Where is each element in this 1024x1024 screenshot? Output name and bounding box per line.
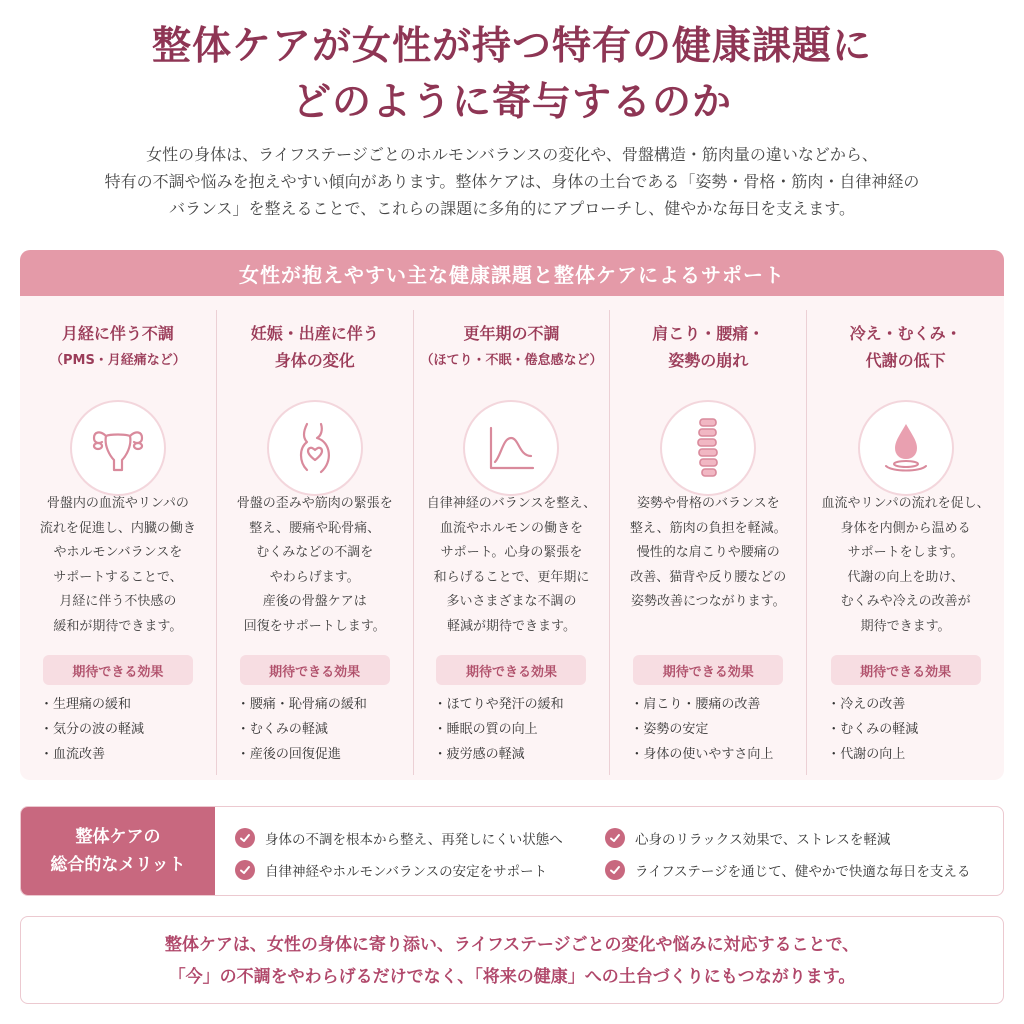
- column-title: [610, 320, 806, 374]
- column-title: [807, 320, 1004, 374]
- column-title-sub: （PMS・月経痛など）: [49, 353, 186, 368]
- merit-label: [21, 807, 215, 895]
- effect-badge: 期待できる効果: [831, 655, 981, 685]
- column-title-sub: 姿勢の崩れ: [668, 351, 749, 370]
- desc-line: 血流やホルモンの働きを: [439, 520, 583, 536]
- issue-column-posture: [610, 310, 807, 775]
- merit-item-text: 自律神経やホルモンバランスの安定をサポート: [265, 864, 548, 880]
- merit-label-line-2: 総合的なメリット: [50, 855, 186, 875]
- title-line-2: どのように寄与するのか: [291, 79, 732, 125]
- column-title-sub: 身体の変化: [274, 351, 355, 370]
- effect-item: ・ 気分の波の軽減: [40, 717, 210, 742]
- effect-item: ・ 睡眠の質の向上: [434, 717, 604, 742]
- column-title: [414, 320, 610, 374]
- column-title: [217, 320, 413, 374]
- effect-item: ・ むくみの軽減: [237, 717, 407, 742]
- desc-line: 姿勢改善につながります。: [630, 594, 786, 609]
- effect-list: [630, 692, 800, 767]
- intro-line-3: バランス」を整えることで、これらの課題に多角的にアプローチし、健やかな毎日を支えます。: [169, 199, 855, 218]
- desc-line: 整え、筋肉の負担を軽減。: [629, 520, 787, 536]
- effect-badge: 期待できる効果: [240, 655, 390, 685]
- effect-item: ・ むくみの軽減: [827, 717, 997, 742]
- desc-line: 自律神経のバランスを整え、: [426, 496, 597, 511]
- column-description: [420, 492, 604, 639]
- intro-line-1: 女性の身体は、ライフステージごとのホルモンバランスの変化や、骨盤構造・筋肉量の違いなどから、: [146, 145, 878, 164]
- page-title: [0, 18, 1024, 130]
- intro-text: [40, 141, 984, 222]
- issue-columns: [20, 310, 1004, 775]
- effect-item: ・ 産後の回復促進: [237, 742, 407, 767]
- merit-item: [235, 826, 563, 850]
- merit-item: [605, 858, 970, 882]
- check-icon: [605, 828, 625, 848]
- column-title-main: 冷え・むくみ・: [849, 324, 962, 343]
- desc-line: サポート。心身の緊張を: [440, 545, 583, 560]
- effect-item: ・ 血流改善: [40, 742, 210, 767]
- merit-label-line-1: 整体ケアの: [75, 827, 161, 847]
- closing-line-1: 整体ケアは、女性の身体に寄り添い、ライフステージごとの変化や悩みに対応することで、: [164, 935, 860, 955]
- effect-badge: 期待できる効果: [633, 655, 783, 685]
- column-description: [813, 492, 998, 639]
- desc-line: 姿勢や骨格のバランスを: [636, 496, 780, 511]
- column-description: [616, 492, 800, 615]
- effect-item: ・ 肩こり・腰痛の改善: [630, 692, 800, 717]
- desc-line: 代謝の向上を助け、: [847, 569, 964, 585]
- column-title-sub: 代謝の低下: [865, 351, 946, 370]
- merit-item: [605, 826, 890, 850]
- desc-line: やホルモンバランスを: [53, 545, 183, 560]
- desc-line: サポートをします。: [847, 545, 964, 560]
- desc-line: 産後の骨盤ケアは: [262, 594, 367, 609]
- desc-line: 軽減が期待できます。: [447, 618, 576, 634]
- health-issues-panel: [20, 250, 1004, 780]
- effect-item: ・ 姿勢の安定: [630, 717, 800, 742]
- merit-item: [235, 858, 547, 882]
- effect-badge: 期待できる効果: [43, 655, 193, 685]
- merit-item-text: 身体の不調を根本から整え、再発しにくい状態へ: [265, 832, 563, 848]
- spine-icon: [660, 400, 756, 496]
- desc-line: 緩和が期待できます。: [53, 618, 183, 634]
- intro-line-2: 特有の不調や悩みを抱えやすい傾向があります。整体ケアは、身体の土台である「姿勢・骨格・筋肉・自律神経の: [104, 172, 920, 191]
- merit-item-text: ライフステージを通じて、健やかで快適な毎日を支える: [635, 864, 971, 880]
- effect-badge: 期待できる効果: [436, 655, 586, 685]
- column-title: [20, 320, 216, 374]
- desc-line: 流れを促進し、内臓の働き: [39, 520, 196, 536]
- column-description: [26, 492, 210, 639]
- merit-item-text: 心身のリラックス効果で、ストレスを軽減: [635, 832, 891, 848]
- uterus-icon: [70, 400, 166, 496]
- panel-header: 女性が抱えやすい主な健康課題と整体ケアによるサポート: [20, 250, 1004, 296]
- desc-line: 回復をサポートします。: [243, 618, 386, 634]
- desc-line: むくみや冷えの改善が: [840, 594, 971, 609]
- issue-column-circulation: [807, 310, 1004, 775]
- effect-item: ・ 身体の使いやすさ向上: [630, 742, 800, 767]
- desc-line: 改善、猫背や反り腰などの: [630, 569, 787, 585]
- effect-item: ・ 腰痛・恥骨痛の緩和: [237, 692, 407, 717]
- desc-line: やわらげます。: [269, 569, 360, 585]
- desc-line: サポートすることで、: [53, 569, 183, 585]
- desc-line: 整え、腰痛や恥骨痛、: [249, 520, 381, 536]
- column-title-main: 妊娠・出産に伴う: [250, 324, 379, 343]
- effect-list: [827, 692, 997, 767]
- check-icon: [235, 828, 255, 848]
- desc-line: 骨盤内の血流やリンパの: [46, 496, 189, 511]
- column-title-main: 更年期の不調: [463, 324, 560, 343]
- closing-message: [20, 916, 1004, 1004]
- effect-list: [434, 692, 604, 767]
- title-line-1: 整体ケアが女性が持つ特有の健康課題に: [151, 23, 872, 69]
- check-icon: [235, 860, 255, 880]
- merit-box: [20, 806, 1004, 896]
- check-icon: [605, 860, 625, 880]
- column-title-main: 月経に伴う不調: [61, 324, 174, 343]
- column-title-main: 肩こり・腰痛・: [652, 324, 765, 343]
- effect-item: ・ 冷えの改善: [827, 692, 997, 717]
- desc-line: 期待できます。: [860, 618, 951, 634]
- issue-column-menstrual: [20, 310, 217, 775]
- closing-line-2: 「今」の不調をやわらげるだけでなく、「将来の健康」への土台づくりにもつながります。: [168, 967, 856, 987]
- column-description: [223, 492, 407, 639]
- desc-line: むくみなどの不調を: [256, 545, 374, 560]
- effect-list: [40, 692, 210, 767]
- desc-line: 和らげることで、更年期に: [433, 569, 590, 585]
- effect-item: ・ 代謝の向上: [827, 742, 997, 767]
- desc-line: 身体を内側から温める: [840, 520, 971, 536]
- effect-item: ・ 疲労感の軽減: [434, 742, 604, 767]
- desc-line: 骨盤の歪みや筋肉の緊張を: [236, 496, 393, 511]
- desc-line: 血流やリンパの流れを促し、: [821, 496, 990, 511]
- desc-line: 月経に伴う不快感の: [59, 594, 177, 609]
- desc-line: 多いさまざまな不調の: [446, 594, 577, 609]
- issue-column-pregnancy: [217, 310, 414, 775]
- issue-column-menopause: [414, 310, 611, 775]
- wave-chart-icon: [463, 400, 559, 496]
- effect-list: [237, 692, 407, 767]
- pregnancy-icon: [267, 400, 363, 496]
- effect-item: ・ ほてりや発汗の緩和: [434, 692, 604, 717]
- effect-item: ・ 生理痛の緩和: [40, 692, 210, 717]
- desc-line: 慢性的な肩こりや腰痛の: [636, 545, 780, 560]
- column-title-sub: （ほてり・不眠・倦怠感など）: [420, 353, 603, 368]
- water-drop-icon: [858, 400, 954, 496]
